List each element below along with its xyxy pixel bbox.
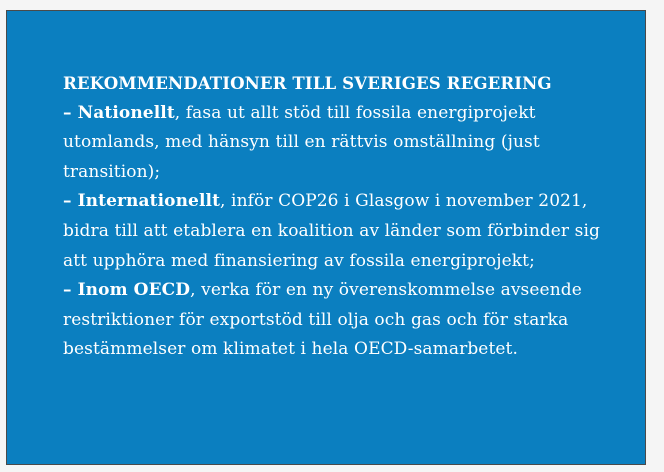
recommendation-item-national <box>63 99 603 188</box>
item-dash: – <box>63 280 78 301</box>
item-dash: – <box>63 102 78 123</box>
item-text: , fasa ut allt stöd till fossila energiprojekt utomlands, med hänsyn till en rättvis omställning (just transition); <box>63 102 540 182</box>
recommendation-item-oecd <box>63 276 603 365</box>
item-lead: Nationellt <box>77 102 175 123</box>
item-lead: Internationellt <box>77 191 221 212</box>
recommendation-box <box>6 10 646 465</box>
item-text: , verka för en ny överenskommelse avseende restriktioner för exportstöd till olja och gas och för starka bestämmelser om klimatet i hela OECD-samarbetet. <box>63 280 582 360</box>
recommendation-item-international <box>63 187 603 276</box>
item-dash: – <box>63 191 78 212</box>
box-heading: REKOMMENDATIONER TILL SVERIGES REGERING <box>63 73 552 93</box>
recommendation-text <box>63 69 603 365</box>
item-text: , inför COP26 i Glasgow i november 2021, bidra till att etablera en koalition av länder som förbinder sig att upphöra med finansiering av fossila energiprojekt; <box>63 191 600 271</box>
item-lead: Inom OECD <box>77 280 191 301</box>
